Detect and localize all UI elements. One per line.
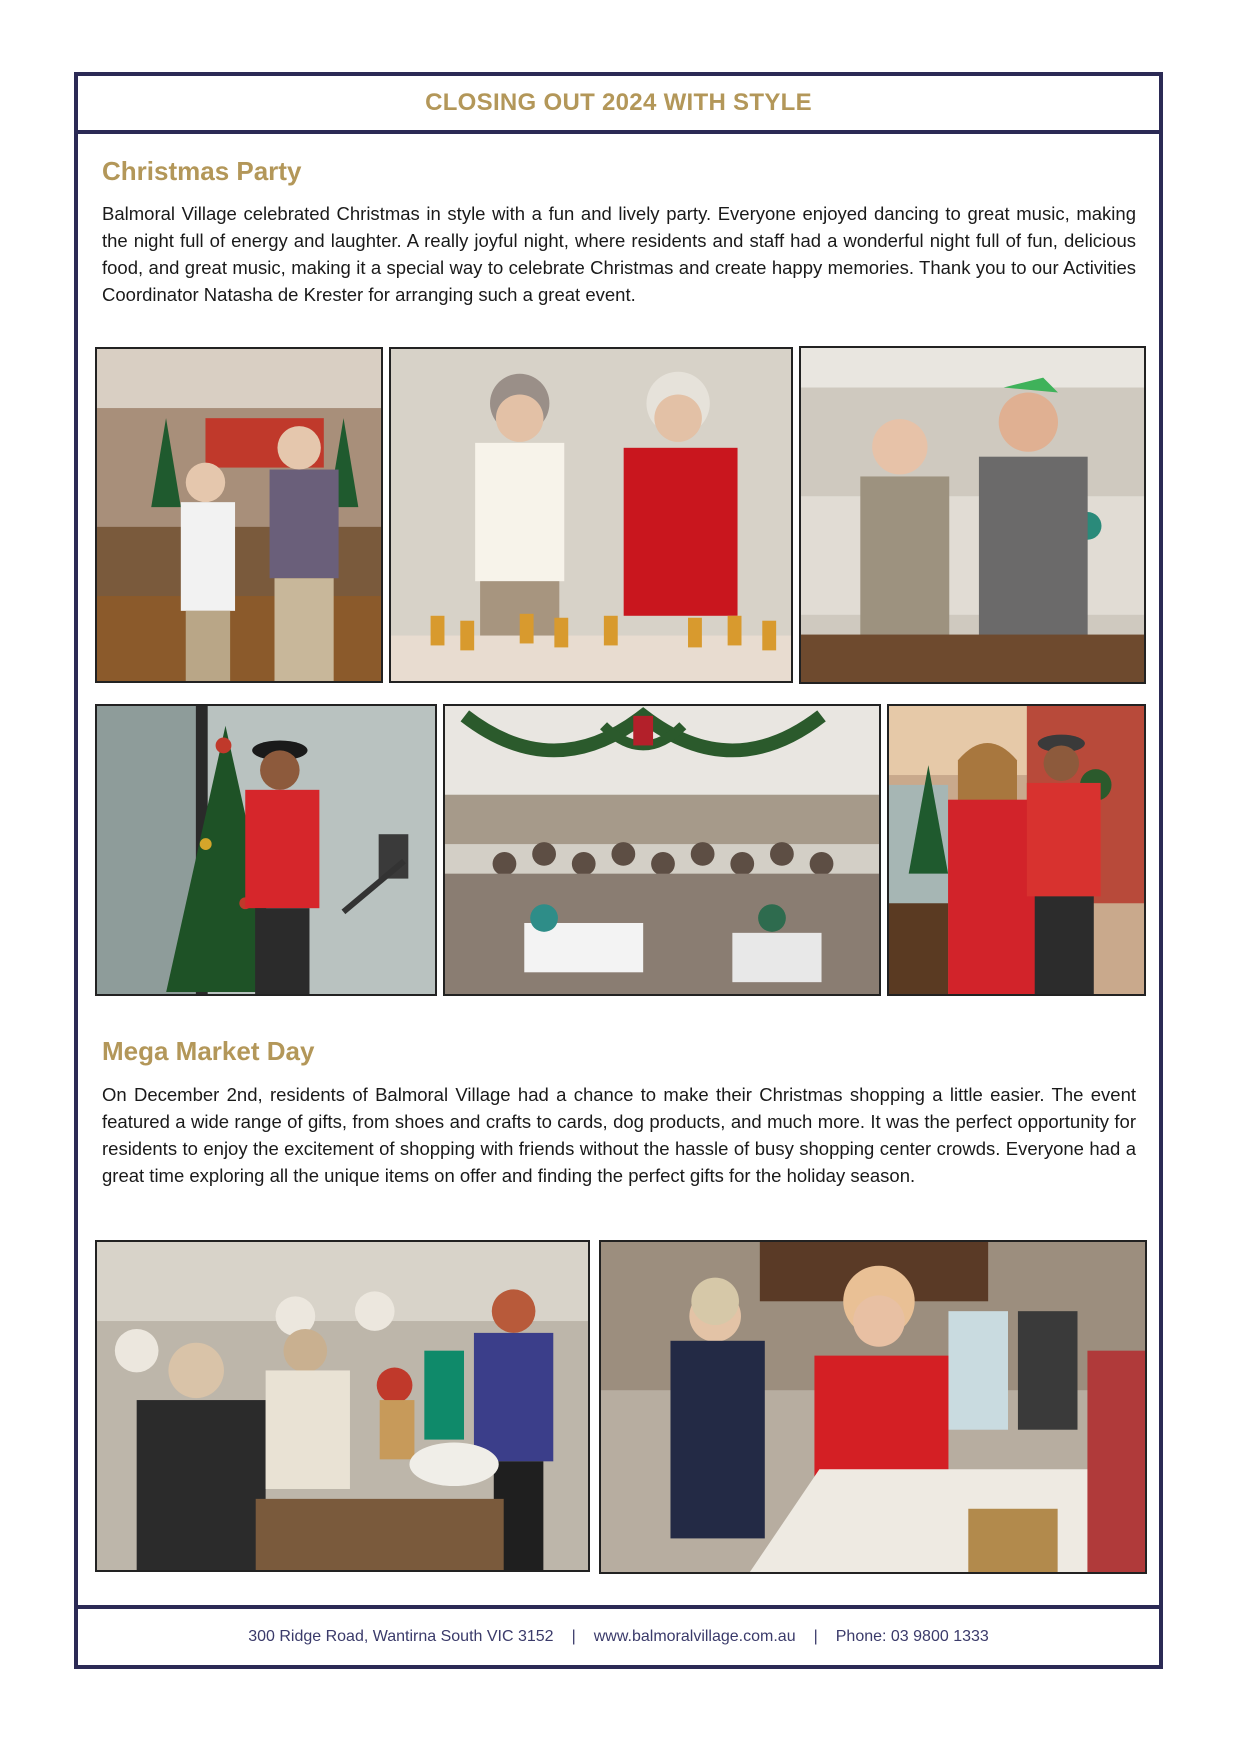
footer-separator: |: [813, 1628, 818, 1645]
footer: [78, 1605, 1159, 1665]
mega-market-text: On December 2nd, residents of Balmoral Village had a chance to make their Christmas shopping a little easier. The event featured a wide range of gifts, from shoes and crafts to cards, dog products, and much more. It was the perfect opportunity for residents to enjoy the excitement of shopping with friends without the hassle of busy shopping center crowds. Everyone had a great time exploring all the unique items on offer and finding the perfect gifts for the holiday season.: [102, 1084, 1136, 1186]
page-title: CLOSING OUT 2024 WITH STYLE: [425, 89, 812, 116]
photo-couple-paper-hat: [799, 346, 1146, 684]
footer-website-link[interactable]: www.balmoralvillage.com.au: [593, 1628, 796, 1645]
photo-hall-crowd: [443, 704, 881, 996]
photo-toasting: [389, 347, 793, 683]
photo-coordinator-pair: [887, 704, 1146, 996]
photo-singer-tree: [95, 704, 437, 996]
photo-market-crowd: [95, 1240, 590, 1572]
mega-market-heading: Mega Market Day: [102, 1036, 315, 1066]
footer-phone: Phone: 03 9800 1333: [835, 1628, 989, 1645]
footer-address: 300 Ridge Road, Wantirna South VIC 3152: [248, 1628, 554, 1645]
page-frame: [74, 72, 1163, 1669]
christmas-party-heading: Christmas Party: [102, 156, 302, 186]
christmas-party-text: Balmoral Village celebrated Christmas in style with a fun and lively party. Everyone enjoyed dancing to great music, making the night full of energy and laughter. A really joyful night, where residents and staff had a wonderful night full of fun, delicious food, and great music, making it a special way to celebrate Christmas and create happy memories. Thank you to our Activities Coordinator Natasha de Krester for arranging such a great event.: [102, 203, 1136, 305]
photo-dancing-couple: [95, 347, 383, 683]
footer-separator: |: [571, 1628, 576, 1645]
header-band: [78, 76, 1159, 134]
photo-market-shoppers: [599, 1240, 1147, 1574]
